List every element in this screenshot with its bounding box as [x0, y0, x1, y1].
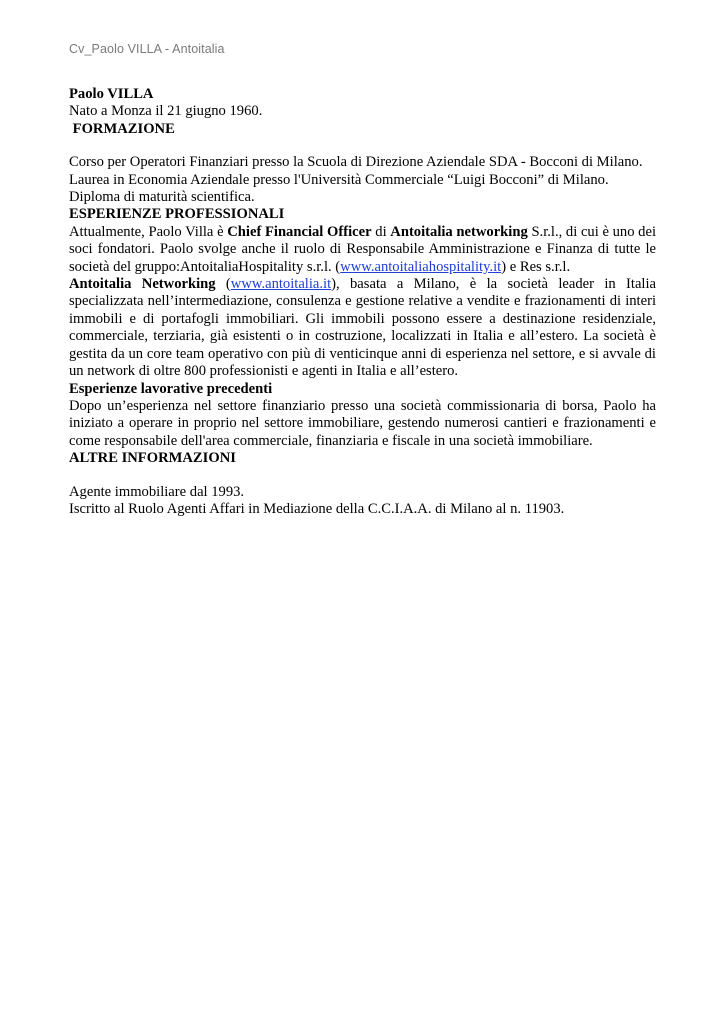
esp1-text-2: di — [371, 223, 391, 240]
esp1-text-3: S.r.l., di cui è uno dei soci fondatori. Paolo svolge anche il ruolo di Responsabile Amministrazione e Finanza di tutte le società del gruppo:AntoitaliaHospitality s.r.l. ( — [69, 223, 657, 275]
heading-esperienze: ESPERIENZE PROFESSIONALI — [69, 206, 285, 223]
esperienze-paragraph-1 — [69, 224, 656, 276]
formazione-section — [69, 154, 656, 206]
link-antoitaliahospitality[interactable]: www.antoitaliahospitality.it — [340, 258, 502, 275]
altre-line-1: Agente immobiliare dal 1993. — [69, 483, 245, 500]
person-name: Paolo VILLA — [69, 86, 154, 102]
heading-precedenti: Esperienze lavorative precedenti — [69, 380, 273, 397]
esperienze-paragraph-2 — [69, 276, 656, 380]
esp2-company: Antoitalia Networking — [69, 276, 216, 293]
cv-content — [69, 86, 656, 518]
running-header: Cv_Paolo VILLA - Antoitalia — [69, 42, 225, 56]
esp1-company: Antoitalia networking — [390, 223, 528, 240]
esp2-text-1: ( — [215, 276, 231, 293]
formazione-line-1: Corso per Operatori Finanziari presso la Scuola di Direzione Aziendale SDA - Bocconi di Milano. — [69, 154, 643, 171]
heading-formazione — [69, 121, 656, 138]
altre-section — [69, 484, 656, 519]
esp1-text-4: ) e Res s.r.l. — [501, 258, 571, 275]
link-antoitalia[interactable]: www.antoitalia.it — [230, 276, 332, 293]
altre-line-2: Iscritto al Ruolo Agenti Affari in Mediazione della C.C.I.A.A. di Milano al n. 11903. — [69, 500, 565, 517]
precedenti-paragraph: Dopo un’esperienza nel settore finanziario presso una società commissionaria di borsa, Paolo ha iniziato a operare in proprio nel settore immobiliare, gestendo numerosi cantieri e frazionamenti e come responsabile dell'area commerciale, finanziaria e fiscale in una società immobiliare. — [69, 397, 656, 449]
heading-altre: ALTRE INFORMAZIONI — [69, 450, 236, 467]
formazione-line-2: Laurea in Economia Aziendale presso l'Università Commerciale “Luigi Bocconi” di Milano. — [69, 171, 609, 188]
esp2-text-2: ), basata a Milano, è la società leader in Italia specializzata nell’intermediazione, consulenza e gestione relative a vendite e frazionamenti di interi immobili e di portafogli immobiliari. Gli immobili possono essere a destinazione residenziale, commerciale, terziaria, già esistenti o in costruzione, localizzati in Italia e all’estero. La società è gestita da un core team operativo con più di venticinque anni di esperienza nel settore, e si avvale di un network di oltre 800 professionisti e agenti in Italia e all’estero. — [69, 276, 657, 380]
birth-info: Nato a Monza il 21 giugno 1960. — [69, 103, 263, 120]
esp1-text-1: Attualmente, Paolo Villa è — [69, 223, 228, 240]
heading-formazione-text: FORMAZIONE — [72, 120, 175, 137]
formazione-line-3: Diploma di maturità scientifica. — [69, 189, 255, 206]
esp1-role: Chief Financial Officer — [227, 223, 372, 240]
